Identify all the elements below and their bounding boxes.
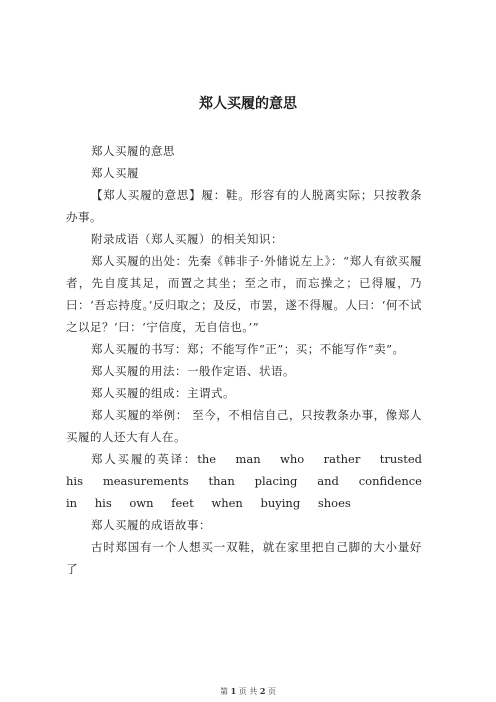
document-body (66, 140, 422, 580)
footer-middle: 页 共 (238, 687, 258, 696)
paragraph: 附录成语（郑人买履）的相关知识： (91, 232, 283, 246)
paragraph-english: 郑人买履的英译：the man who rather trusted his measurements than placing and confidence in his own feet when buying shoes (66, 452, 422, 510)
paragraph: 郑人买履的成语故事： (91, 518, 211, 532)
paragraph: 郑人买履的组成：主谓式。 (91, 386, 235, 400)
paragraph: 郑人买履的书写：郑；不能写作“正”；买；不能写作“卖”。 (91, 342, 405, 356)
paragraph: 郑人买履的出处：先秦《韩非子·外储说左上》：“郑人有欲买履者，先自度其足，而置之其坐；至之市，而忘操之；已得履，乃曰：‘吾忘持度。’反归取之；及反，市罢，遂不得履。人曰：‘何不试之以足？’曰：‘宁信度，无自信也。’” (66, 254, 422, 334)
paragraph: 郑人买履的用法：一般作定语、状语。 (91, 364, 295, 378)
footer-prefix: 第 (220, 687, 229, 696)
paragraph: 郑人买履的举例： 至今，不相信自己，只按教条办事，像郑人买履的人还大有人在。 (66, 408, 422, 444)
current-page-number: 1 (230, 686, 237, 696)
paragraph: 郑人买履的意思 (91, 144, 175, 158)
paragraph: 【郑人买履的意思】履：鞋。形容有的人脱离实际；只按教条办事。 (66, 188, 422, 224)
footer-suffix: 页 (267, 687, 276, 696)
paragraph: 古时郑国有一个人想买一双鞋，就在家里把自己脚的大小量好了 (66, 540, 422, 576)
page-footer (0, 686, 496, 697)
total-pages-number: 2 (259, 686, 266, 696)
paragraph: 郑人买履 (91, 166, 139, 180)
document-title: 郑人买履的意思 (199, 96, 297, 112)
